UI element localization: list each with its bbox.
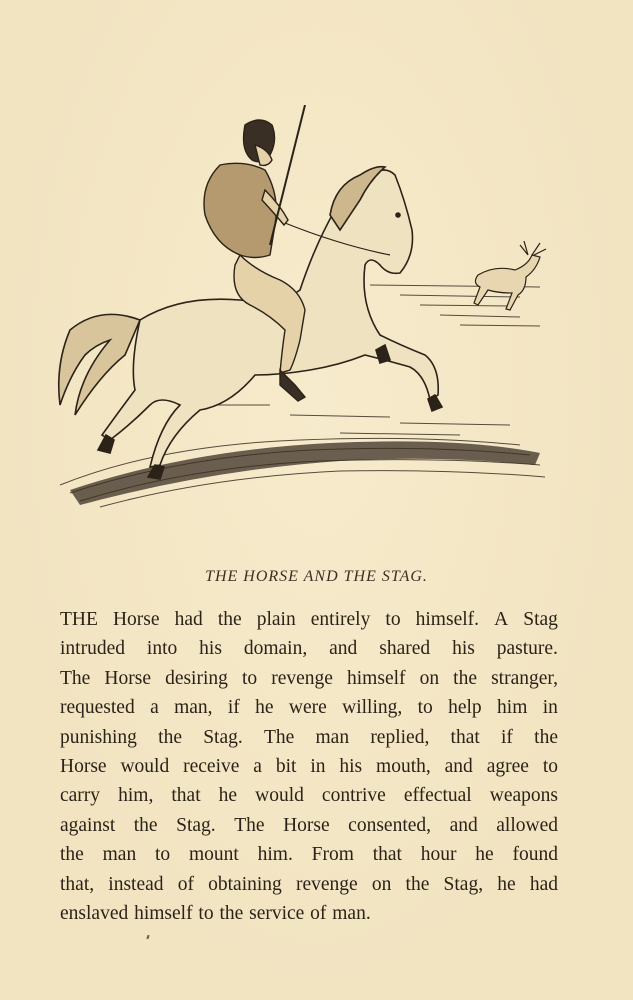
word: a	[150, 697, 159, 719]
word: stranger,	[491, 667, 558, 689]
word: he	[218, 785, 238, 807]
word: the	[534, 726, 558, 748]
word: mouth,	[376, 755, 431, 777]
word: agree	[486, 755, 529, 777]
word: that,	[60, 873, 95, 895]
text-line	[60, 811, 558, 840]
word: his	[452, 638, 475, 660]
word: shared	[379, 638, 431, 660]
text-line	[60, 693, 558, 722]
word: found	[512, 844, 558, 866]
word: willing,	[342, 697, 403, 719]
word: contrive	[321, 785, 386, 807]
word: himself.	[415, 609, 480, 630]
text-line	[60, 752, 558, 781]
word: entirely	[310, 609, 371, 630]
word: Stag.	[203, 726, 243, 748]
word: help	[448, 697, 482, 719]
word: would	[120, 755, 170, 777]
horse-and-stag-engraving	[40, 105, 560, 525]
word: against	[60, 814, 116, 836]
word: man	[102, 844, 137, 866]
word: to	[241, 667, 258, 689]
word: were	[288, 697, 327, 719]
text-line	[60, 781, 558, 810]
word: would	[255, 785, 304, 807]
word: domain,	[243, 638, 308, 660]
word: himself	[347, 667, 406, 689]
word: had	[174, 609, 203, 630]
text-line	[60, 870, 558, 899]
word: his	[199, 638, 222, 660]
word: The	[60, 667, 91, 689]
ink-speck	[146, 935, 149, 939]
word: mount	[188, 844, 239, 866]
word: Horse	[112, 609, 160, 630]
word: receive	[183, 755, 240, 777]
word: and	[329, 638, 358, 660]
word: the	[405, 873, 430, 895]
word: Stag,	[443, 873, 484, 895]
word: he	[255, 697, 274, 719]
word: Stag.	[176, 814, 216, 836]
word: the	[158, 726, 182, 748]
word: Horse	[104, 667, 151, 689]
word: him.	[257, 844, 293, 866]
word: consented,	[348, 814, 432, 836]
word: instead	[108, 873, 164, 895]
word: into	[146, 638, 178, 660]
fable-text	[60, 605, 558, 928]
word: to	[417, 697, 433, 719]
word: to	[198, 902, 214, 924]
text-line	[60, 664, 558, 693]
word: of	[177, 873, 194, 895]
word: if	[501, 726, 513, 748]
word: a	[253, 755, 262, 777]
word: revenge	[271, 667, 333, 689]
word: the	[219, 902, 244, 924]
text-line	[60, 899, 558, 928]
word: Stag	[523, 609, 558, 630]
text-line	[60, 723, 558, 752]
word: revenge	[295, 873, 358, 895]
word: obtaining	[208, 873, 282, 895]
text-line	[60, 634, 558, 663]
word: that	[372, 844, 402, 866]
word: that	[171, 785, 201, 807]
word: he	[497, 873, 516, 895]
word: service	[249, 902, 305, 924]
word: weapons	[489, 785, 558, 807]
word: man,	[174, 697, 213, 719]
illustration-caption: THE HORSE AND THE STAG.	[205, 568, 428, 585]
word: effectual	[403, 785, 472, 807]
word: intruded	[60, 638, 125, 660]
word: that	[450, 726, 480, 748]
word: hour	[420, 844, 457, 866]
word: man	[315, 726, 350, 748]
word: to	[385, 609, 401, 630]
word: desiring	[165, 667, 228, 689]
word: in	[542, 697, 558, 719]
word: the	[453, 667, 477, 689]
word: From	[311, 844, 354, 866]
word: and	[449, 814, 478, 836]
word: The	[234, 814, 265, 836]
word: carry	[60, 785, 101, 807]
word: the	[60, 844, 84, 866]
word: and	[444, 755, 473, 777]
word: in	[310, 755, 326, 777]
word: punishing	[60, 726, 137, 748]
word: to	[542, 755, 558, 777]
word: his	[339, 755, 363, 777]
word: him,	[118, 785, 154, 807]
word: allowed	[496, 814, 558, 836]
stag	[474, 241, 546, 310]
word: him	[497, 697, 528, 719]
word: requested	[60, 697, 135, 719]
word: man.	[332, 902, 371, 924]
word: to	[155, 844, 171, 866]
word: on	[371, 873, 392, 895]
word: plain	[256, 609, 296, 630]
word: replied,	[370, 726, 430, 748]
word: A	[494, 609, 509, 630]
word: the	[133, 814, 158, 836]
opening-word: THE	[60, 609, 98, 630]
word: he	[475, 844, 494, 866]
text-line	[60, 840, 558, 869]
word: if	[227, 697, 240, 719]
word: bit	[275, 755, 297, 777]
word: Horse	[283, 814, 330, 836]
word: on	[419, 667, 440, 689]
word: of	[310, 902, 327, 924]
word: himself	[134, 902, 193, 924]
word: pasture.	[496, 638, 558, 660]
word: had	[529, 873, 558, 895]
word: enslaved	[60, 902, 129, 924]
word: Horse	[60, 755, 107, 777]
word: the	[217, 609, 242, 630]
text-line	[60, 605, 558, 634]
word: The	[263, 726, 295, 748]
